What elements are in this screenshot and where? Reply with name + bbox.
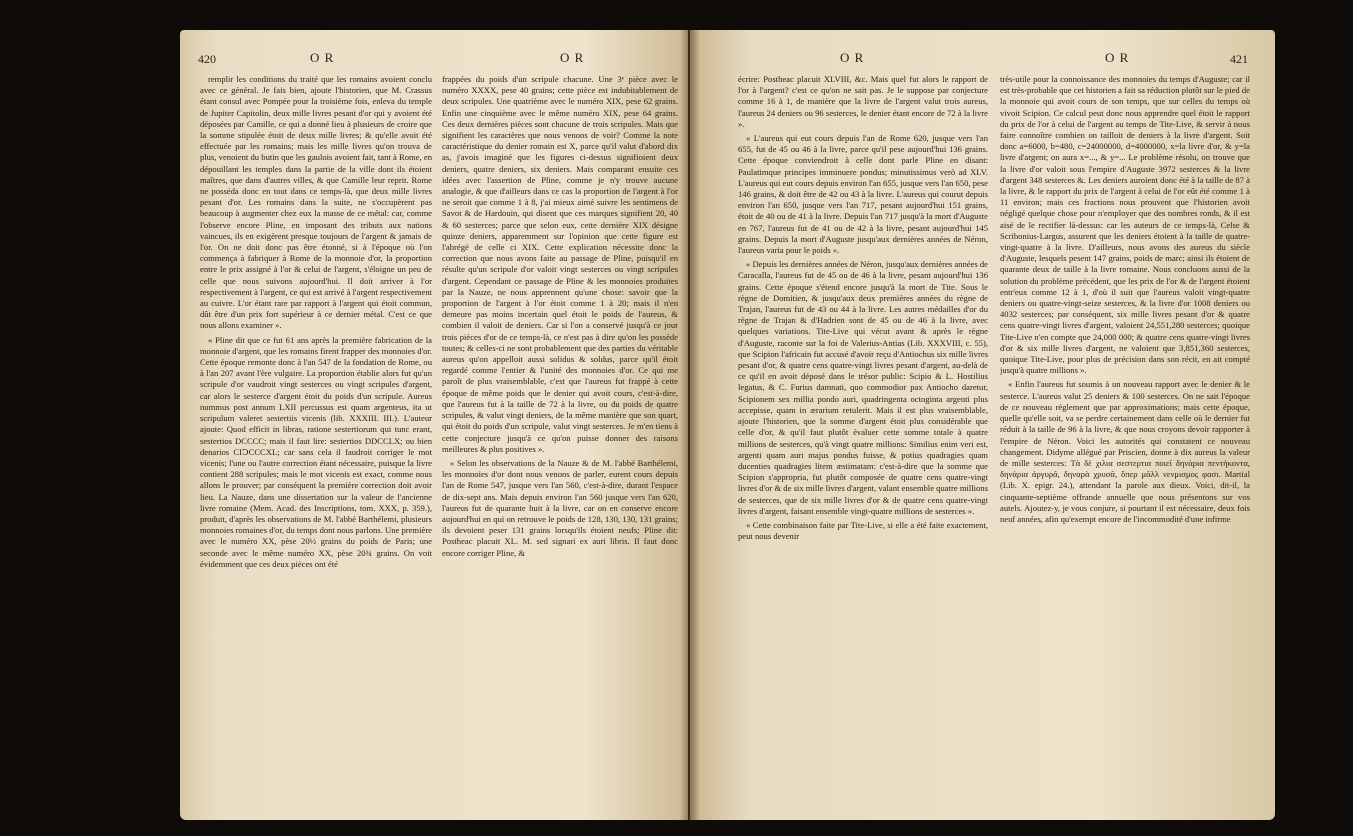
paragraph: « Pline dit que ce fut 61 ans après la première fabrication de la monnoie d'argent, que les romains firent frapper des monnoies d'or. Cette époque remonte donc à l'an 547 de la fondation de Rome, ou à l'an 207 avant l'ère vulgaire. La proportion établie alors fut qu'un scripule d'or vaudroit vingt sesterces ou vingt scripules d'argent, car alors le sesterce d'argent étoit du poids d'un scripule. Aureus nummus post annum LXII percussus est quam argenteus, ita ut scripulum valeret sestertiis vicenis (lib. XXXIII. III.). L'auteur ajoute: Quod efficit in libras, ratione sestertiorum qui tunc erant, sestertios DCCCC; mais il faut lire: sestertios DDCCLX; ou bien denarios CIↃCCCXL; car sans cela il faudroit corriger le mot vicenis; l'une ou l'autre correction étant nécessaire, puisque la livre contient 288 scripules; mais le mot vicenis est exact, comme nous allons le prouver; par conséquent la première correction doit avoir lieu. La Nauze, dans une dissertation sur la valeur de l'ancienne livre romaine (Mem. Acad. des Inscriptions, tom. XXX, p. 359.), produit, d'après les observations de M. l'abbé Barthélemi, plusieurs monnoies romaines d'or, du temps dont nous parlons. Une première avec le numéro XX, pèse 20½ grains du poids de Paris; une seconde avec le même numéro XX, pèse 20¾ grains. On voit évidemment que ces deux pièces ont été: [200, 334, 432, 569]
paragraph: « L'aureus qui eut cours depuis l'an de Rome 620, jusque vers l'an 655, fut de 45 ou 46 à la livre, parce qu'il pese aujourd'hui 136 grains. Cette époque conviendroit à celle dont parle Pline en disant: Paulatimque principes imminuere pondus; minutissimus verò ad XLV. L'aureus qui eut cours depuis environ l'an 655, jusque vers l'an 650, pese 146 grains, & doit être de 42 ou 43 à la livre. L'aureus qui courut depuis environ l'an 650, jusque vers l'an 717, pesant aujourd'hui 151 grains, étoit de 40 ou de 41 à la livre. Depuis l'an 717 jusqu'à la mort d'Auguste en 767, l'aureus fut de 41 ou de 42 à la livre, pesant aujourd'hui 145 grains. Depuis la mort d'Auguste jusqu'aux dernières années de Néron, l'aureus varia pour le poids ».: [738, 133, 988, 256]
page-number-left: 420: [198, 52, 216, 66]
paragraph: « Enfin l'aureus fut soumis à un nouveau rapport avec le denier & le sesterce. L'aureus valut 25 deniers & 100 sesterces. On ne sait l'époque de ce nouveau réglement que par approximations; mais cette époque, quelle qu'elle soit, va se perdre certainement dans celle où le dernier fut réduit à la taille de 96 à la livre, & que nous croyons devoir rapporter à l'empire de Néron. Voici les autorités qui constatent ce nouveau changement. Didyme allégué par Priscien, donne à dix aureus la valeur de mille sesterces: Τὰ δὲ χιλια σεστερτια ποιεῖ δηνάρια πεντήκοντα, δηνάρια ἀργυρᾶ, δηναρὰ χρυσᾶ, ὅπερ μᾶλλ νενμισμος φασι. Martial (Lib. X. epigr. 24.), attendant la parole aux dieux. Voici, dit-il, la cinquante-septième offrande annuelle que nous présentons sur vos autels. Ajoutez-y, je vous conjure, si pourtant il est nécessaire, deux fois neuf années, afin qu'exempt encore de l'incommodité d'une infirme: [1000, 379, 1250, 524]
paragraph: frappées du poids d'un scripule chacune. Une 3ᵉ pièce avec le numéro XXXX, pese 40 grains; cette pièce est indubitablement de deux scripules. Une quatrième avec le numéro XIX, pese 62 grains. Enfin une cinquième avec le même numéro XIX, pese 64 grains. Ces deux dernières pièces sont chacune de trois scripules. Mais que signifient les caractères que nous venons de voir? Comme la note caractéristique du denier romain est X, parce qu'il valut d'abord dix as, j'avois imaginé que les figures ci-dessus signifioient deux deniers, quatre deniers, six deniers. Mais comparant ensuite ces idées avec l'assertion de Pline, comme je n'y trouve aucune analogie, & que d'ailleurs dans ce cas la proportion de l'argent à l'or ne seroit que comme 1 à 8, j'ai mieux aimé suivre les sentimens de Savot & de Hardouin, qui disent que ces marques signifient 20, 40 & 60 sesterces; parce que selon eux, cette dernière XIX désigne quinze deniers, apparemment sur l'opinion que cette figure est l'abrégé de celle ci XIX. Cette explication nécessite donc la correction que nous avons faite au passage de Pline, puisqu'il en résulte qu'un scripule d'or valoit vingt sesterces ou vingt scripules d'argent. Cependant ce passage de Pline & les monnoies produites par la Nauze, ne nous apprennent qu'une chose: savoir que la proportion de l'argent à l'or étoit comme 1 à 20; mais il n'en demeure pas moins incertain quel étoit le poids de l'aureus, & combien il valoit de deniers. Car si l'on a conservé jusqu'à ce jour trois pièces d'or de ce temps-là, ce n'est pas à dire qu'on les possède toutes; & celles-ci ne sont probablement que des parties du véritable aureus qu'on appelloit aussi solidus & soldus, parce qu'il étoit regardé comme l'entier & l'unité des monnoies d'or. Ce qui me paroît de plus vraisemblable, c'est que l'aureus fut frappé à cette époque de même poids que le denier qui avoit cours, c'est-à-dire, que l'aureus fut à la taille de 72 à la livre, ou du poids de quatre scripules, & valut vingt deniers, de la même manière que son quart, qui étoit du poids d'un scripule, valut vingt sesterces. Je m'en tiens à cette conjecture jusqu'à ce qu'on puisse donner des raisons meilleures & plus positives ».: [442, 74, 678, 454]
paragraph: « Cette combinaison faite par Tite-Live, si elle a été faite exactement, peut nous devenir: [738, 519, 988, 542]
right-column-1: [738, 74, 988, 809]
running-header-right-1: O R: [840, 50, 865, 65]
right-page: [690, 30, 1275, 820]
paragraph: très-utile pour la connoissance des monnoies du temps d'Auguste; car il est très-probable que cet historien a fait sa réduction plutôt sur le pied de la monnoie qui avoit cours de son temps, que sur celles du temps où vivoit Scipion. Ce calcul peut donc nous apprendre quel étoit le rapport du prix de l'or à celui de l'argent au temps de Tite-Live, & servir à nous faire connoître combien on tailloit de deniers à la livre d'argent. Soit donc a=6000, b=480, c=24000000, d=4000000, x=la livre d'or, & y=la livre d'argent; on aura x=..., & y=... Le problème résolu, on trouve que la livre d'or valoit sous l'empire d'Auguste 3972 sesterces & la livre d'argent 348 sesterces &. Les deniers auroient donc été à la taille de 87 à la livre, & le rapport du prix de l'argent à celui de l'or eût été comme 1 à 11 environ; mais ces fractions nous prouvent que l'historien avoit négligé quelque chose pour n'employer que des nombres ronds, & il est aisé de le rectifier là-dessus: car les auteurs de ce temps-là, Celse & Scribonius-Largus, assurent que les deniers étoient à la taille de quatre-vingt-quatre à la livre. D'ailleurs, nous avons des aureus du siècle d'Auguste, lesquels pesent 147 grains, poids de marc; ainsi ils étoient de quarante deux de taille à la livre romaine. Nous concluons aussi de la solution du problème précédent, que les prix de l'or & de l'argent étoient entr'eux comme 12 à 1, d'où il suit que l'aureus valoit vingt-quatre deniers ou quatre-vingt-seize sesterces, & la livre d'or 1008 deniers ou 4032 sesterces; par conséquent, six mille livres pesant d'or & quatre cens quatre-vingt livres d'argent, valoient 24,551,280 sesterces; quoique Tite-Live n'en compte que 24,000 000; & quatre cens quatre-vingt livres d'or & six mille livres d'argent, ne valoient que 3,851,360 sesterces, quoique Tite-Live, pour plus de précision dans son récit, en ait compté jusqu'à quatre millions ».: [1000, 74, 1250, 376]
running-header-left-2: O R: [560, 50, 585, 65]
running-header-right-2: O R: [1105, 50, 1130, 65]
left-column-1: [200, 74, 432, 809]
page-number-right: 421: [1230, 52, 1248, 66]
paragraph: remplir les conditions du traité que les romains avoient conclu avec ce général. Je fais bien, ajoute l'historien, que M. Crassus étant consul avec Pompée pour la troisième fois, enleva du temple de Jupiter Capitolin, deux mille livres pesant d'or qui y avoient été déposées par Camille, ce qui a donné lieu à plusieurs de croire que la somme stipulée étoit de deux mille livres; & qu'elle avoit été effectuée par les romains; mais les mille livres qu'on trouva de plus, venoient du butin que les gaulois avoient fait, tant à Rome, en dépouillant les temples dans la partie de la ville dont ils étoient maîtres, que dans d'autres villes, & que Camille leur reprit. Rome ne posséda donc en tout dans ce temps-là, que deux mille livres pesant d'or. Les romains dans la suite, ne s'occupèrent pas beaucoup à augmenter chez eux la masse de ce métal: car, comme l'observe encore Pline, en imposant des tributs aux nations vaincues, ils en exigèrent presque toujours de l'argent & jamais de l'or. On ne doit donc pas être étonné, si à l'époque où l'on commença à fabriquer à Rome de la monnoie d'or, la proportion entre le prix assigné à l'or & celui de l'argent, s'éloigne un peu de celle que nous suivons aujourd'hui. Il doit arriver à l'or respectivement à l'argent, ce qui est arrivé à l'argent respectivement au cuivre. L'or étant rare par rapport à l'argent qui étoit commun, dût être d'un prix fort supérieur à ce dernier métal. C'est ce que nous allons examiner ».: [200, 74, 432, 331]
left-column-2: [442, 74, 678, 809]
paragraph: « Depuis les dernières années de Néron, jusqu'aux dernières années de Caracalla, l'aureus fut de 45 ou de 46 à la livre, pesant aujourd'hui 136 grains. Cette époque s'étend encore jusqu'à la mort de Tite. Sous le règne de Domitien, & jusqu'aux deux premières années du règne de Trajan, l'aureus fut de 43 ou 44 à la livre. Les autres médailles d'or du règne de Trajan & d'Hadrien sont de 45 ou de 46 à la livre, avec quelques variations. Tite-Live qui vécut avant & après le règne d'Auguste, raconte sur la foi de Valerius-Antias (Lib. XXXVIII, c. 55), que Scipion l'africain fut accusé d'avoir reçu d'Antiochus six mille livres pesant d'or, & quatre cens quatre-vingt livres pesant d'argent, au-delà de ce qu'il en avoit déposé dans le trésor public: Scipio & L. Hostilius legatus, & C. Furius damnati, quo commodior pax Antiocho daretur, Scipionem sex millia pondo auri, quadringenta octoginta argenti plus accepisse, quam in ærarium retulerit. Mais il est plus vraisemblable, ajoute l'historien, que la somme d'argent étoit plus considérable que celle d'or, & qu'il faut plutôt évaluer cette somme totale à quatre millions de sesterces, qu'à vingt quatre millions: Similius enim veri est, argenti quam auri majus pondus fuisse, & potius quadragies quam ducenties quadragies litem æstimatam: c'est-à-dire que la somme que Scipion s'appropria, fut plutôt composée de quatre cens quatre-vingt livres d'or & de six mille livres d'argent, valant ensemble quatre millions de sesterces, que de six mille livres d'or & de quatre cens quatre-vingt livres d'argent, faisant ensemble vingt-quatre millions de sesterces ».: [738, 259, 988, 516]
left-page: [180, 30, 688, 820]
paragraph: écrire: Postheac placuit XLVIII, &c. Mais quel fut alors le rapport de l'or à l'argent? c'est ce qu'on ne sait pas. Je le suppose par conjecture comme 16 à 1, de manière que la livre de l'argent valut trois aureus, l'aureus 24 deniers ou 96 sesterces, le denier étant encore de 72 à la livre ».: [738, 74, 988, 129]
right-column-2: [1000, 74, 1250, 809]
paragraph: « Selon les observations de la Nauze & de M. l'abbé Barthélemi, les monnoies d'or dont nous venons de parler, eurent cours depuis l'an de Rome 547, jusque vers l'an 560, c'est-à-dire, durant l'espace de dix-sept ans. Mais depuis environ l'an 560 jusque vers l'an 620, l'aureus fut de quarante huit à la livre, car on en conserve encore aujourd'hui en qui on retrouve le poids de 128, 130, 130, 131 grains; ils devoient peser 131 grains lorsqu'ils étoient neufs; Pline dit: Postheac placuit XL. M. sed signari ex auri libris. Il faut donc encore corriger Pline, &: [442, 457, 678, 558]
book-gutter: [680, 30, 700, 820]
running-header-left-1: O R: [310, 50, 335, 65]
